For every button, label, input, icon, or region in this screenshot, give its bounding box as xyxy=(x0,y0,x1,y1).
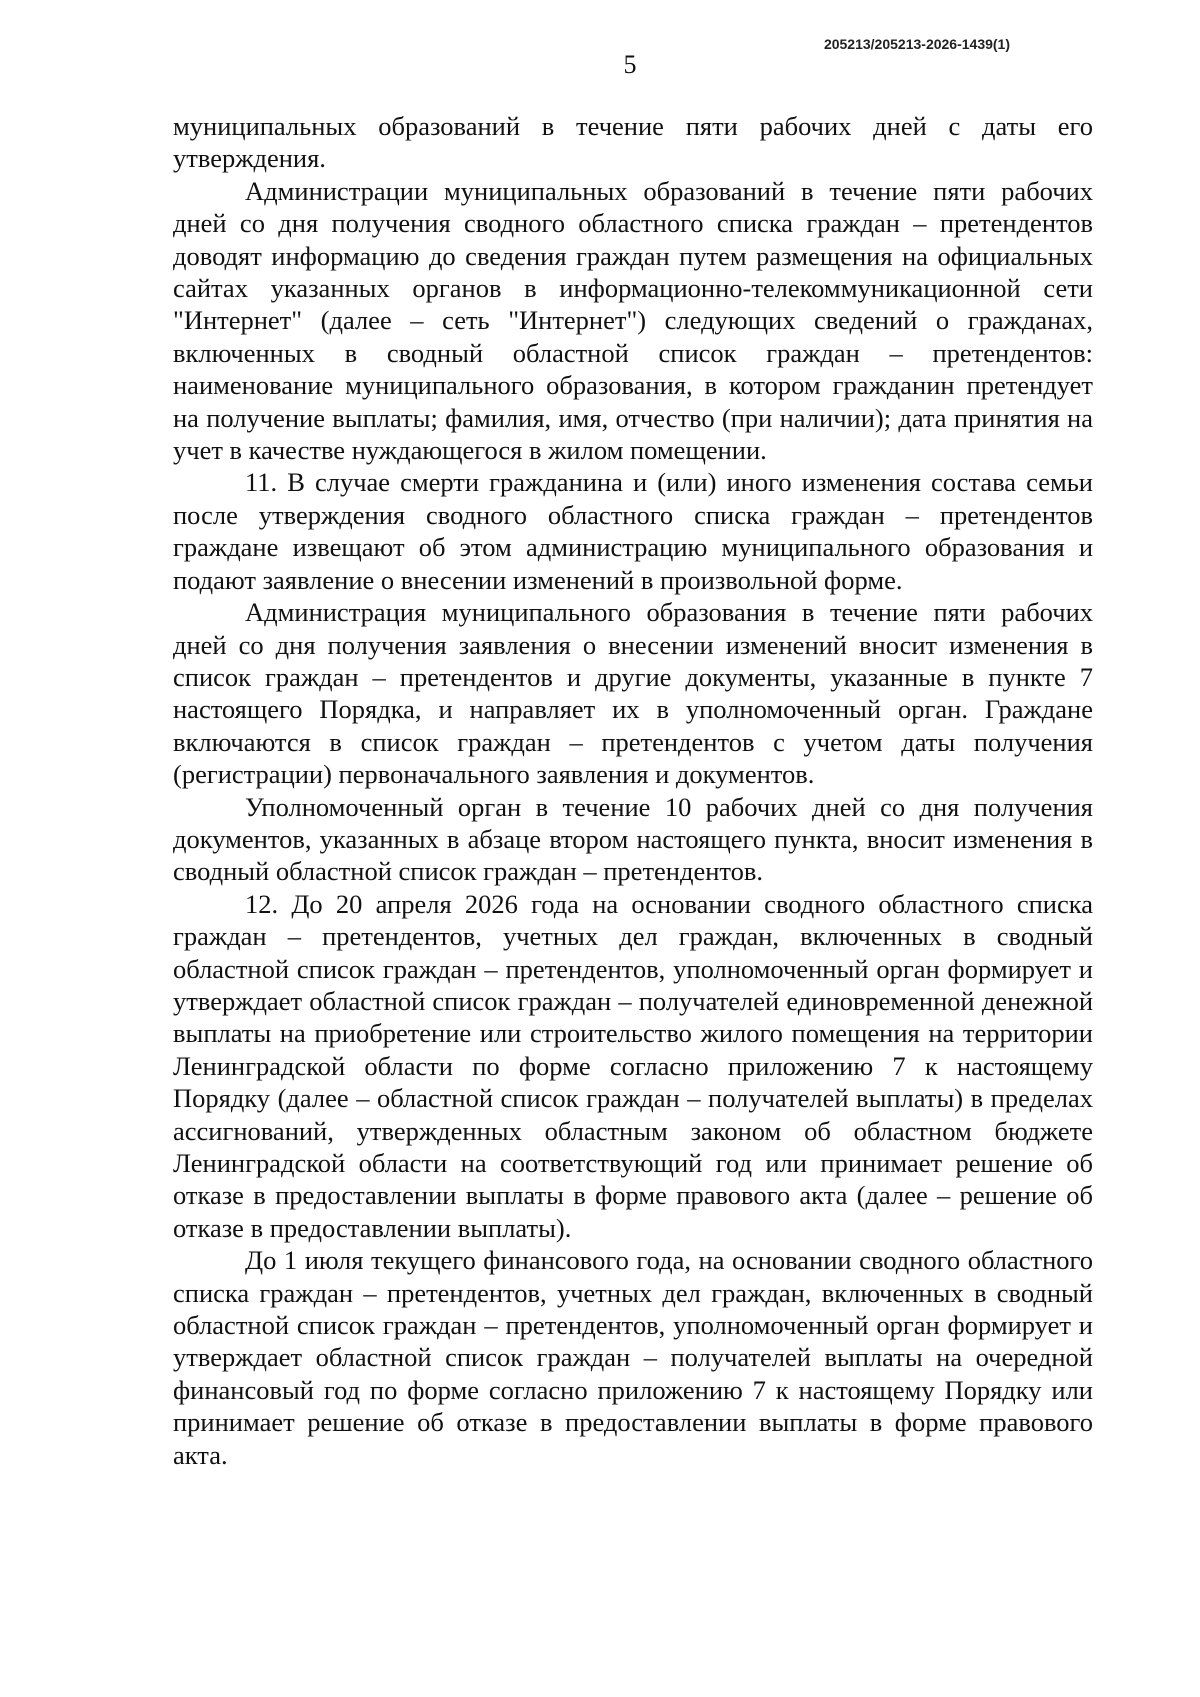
paragraph: До 1 июля текущего финансового года, на основании сводного областного списка граждан – претендентов, учетных дел граждан, включенных в сводный областной список граждан – претендентов, уполномоченный орган формирует и утверждает областной список граждан – получателей выплаты на очередной финансовый год по форме согласно приложению 7 к настоящему Порядку или принимает решение об отказе в предоставлении выплаты в форме правового акта. xyxy=(173,1245,1093,1470)
paragraph: Администрация муниципального образования в течение пяти рабочих дней со дня получения заявления о внесении изменений вносит изменения в список граждан – претендентов и другие документы, указанные в пункте 7 настоящего Порядка, и направляет их в уполномоченный орган. Граждане включаются в список граждан – претендентов с учетом даты получения (регистрации) первоначального заявления и документов. xyxy=(173,597,1093,790)
document-registration-number: 205213/205213-2026-1439(1) xyxy=(823,36,1010,52)
paragraph-continuation: муниципальных образований в течение пяти рабочих дней с даты его утверждения. xyxy=(173,111,1093,174)
paragraph: Администрации муниципальных образований в течение пяти рабочих дней со дня получения сводного областного списка граждан – претендентов доводят информацию до сведения граждан путем размещения на официальных сайтах указанных органов в информационно-телекоммуникационной сети "Интернет" (далее – сеть "Интернет") следующих сведений о гражданах, включенных в сводный областной список граждан – претендентов: наименование муниципального образования, в котором гражданин претендует на получение выплаты; фамилия, имя, отчество (при наличии); дата принятия на учет в качестве нуждающегося в жилом помещении. xyxy=(173,175,1093,466)
paragraph: Уполномоченный орган в течение 10 рабочих дней со дня получения документов, указанных в абзаце втором настоящего пункта, вносит изменения в сводный областной список граждан – претендентов. xyxy=(173,791,1093,887)
paragraph-item-11: 11. В случае смерти гражданина и (или) иного изменения состава семьи после утверждения сводного областного списка граждан – претендентов граждане извещают об этом администрацию муниципального образования и подают заявление о внесении изменений в произвольной форме. xyxy=(173,467,1093,595)
document-body xyxy=(173,110,1093,1471)
page-number: 5 xyxy=(623,50,637,79)
paragraph-item-12: 12. До 20 апреля 2026 года на основании сводного областного списка граждан – претендентов, учетных дел граждан, включенных в сводный областной список граждан – претендентов, уполномоченный орган формирует и утверждает областной список граждан – получателей единовременной денежной выплаты на приобретение или строительство жилого помещения на территории Ленинградской области по форме согласно приложению 7 к настоящему Порядку (далее – областной список граждан – получателей выплаты) в пределах ассигнований, утвержденных областным законом об областном бюджете Ленинградской области на соответствующий год или принимает решение об отказе в предоставлении выплаты в форме правового акта (далее – решение об отказе в предоставлении выплаты). xyxy=(173,888,1093,1243)
